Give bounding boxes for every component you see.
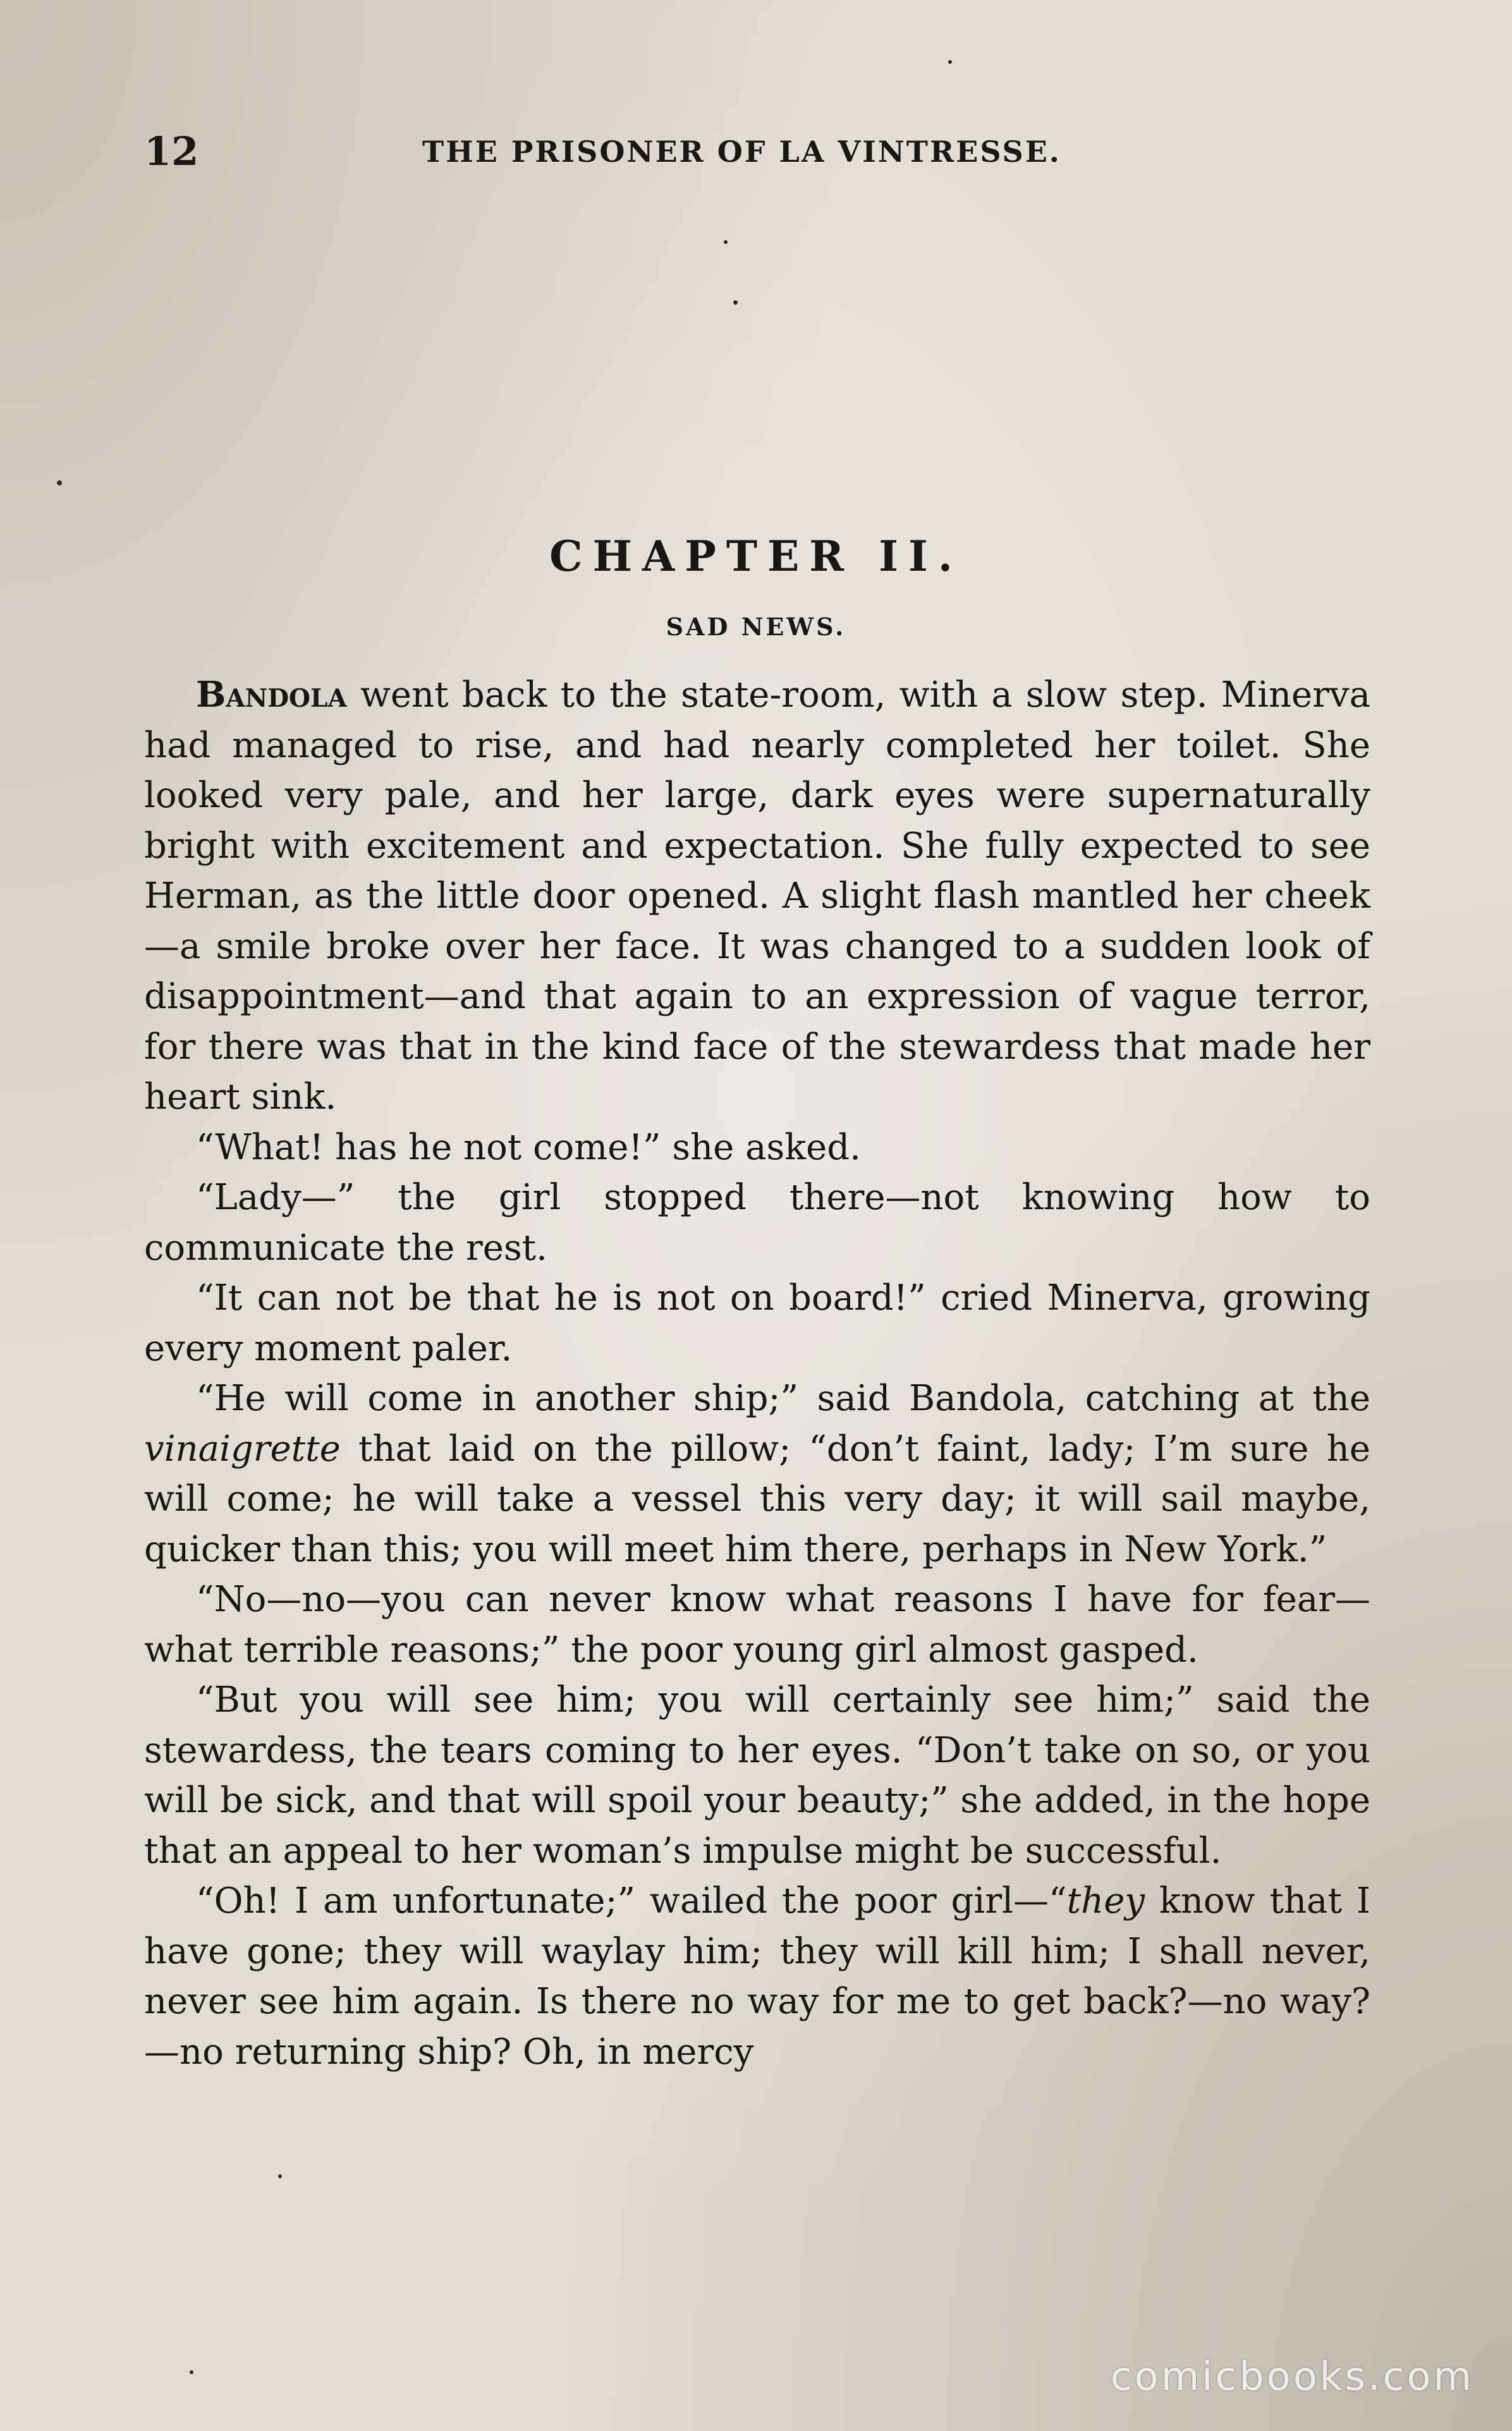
paragraph-6: “No—no—you can never know what reasons I have for fear—what terrible reasons;” the poor young girl almost gasped.: [144, 1579, 1370, 1671]
ink-speck: [733, 300, 738, 305]
paragraph-5-italic: vinaigrette: [144, 1428, 341, 1470]
paragraph-2: “What! has he not come!” she asked.: [196, 1126, 861, 1168]
ink-speck: [278, 2174, 282, 2178]
paragraph-1-text: went back to the state-room, with a slow step. Minerva had managed to rise, and had nearly completed her toilet. She looked very pale, and her large, dark eyes were supernaturally bright with excitement and expectation. She fully expected to see Herman, as the little door opened. A slight flash mantled her cheek—a smile broke over her face. It was changed to a sudden look of disappointment—and that again to an expression of vague terror, for there was that in the kind face of the stewardess that made her heart sink.: [144, 674, 1370, 1118]
paragraph-1: [144, 670, 1370, 1123]
running-title: THE PRISONER OF LA VINTRESSE.: [422, 135, 1061, 169]
paragraph-3: “Lady—” the girl stopped there—not knowing how to communicate the rest.: [144, 1177, 1370, 1269]
ink-speck: [724, 240, 728, 244]
paragraph-lead-name: Bandola: [196, 674, 347, 716]
ink-speck: [57, 480, 62, 485]
paragraph-4: “It can not be that he is not on board!” cried Minerva, growing every moment paler.: [144, 1277, 1370, 1369]
paragraph-7: “But you will see him; you will certainly see him;” said the stewardess, the tears coming to her eyes. “Don’t take on so, or you will be sick, and that will spoil your beauty;” she added, in the hope that an appeal to her woman’s impulse might be successful.: [144, 1679, 1370, 1872]
paragraph-5: [144, 1374, 1370, 1575]
body-text: [144, 670, 1370, 2077]
paragraph-5-text-b: that laid on the pillow; “don’t faint, lady; I’m sure he will come; he will take a vessel this very day; it will sail maybe, quicker than this; you will meet him there, perhaps in New York.”: [144, 1428, 1370, 1570]
paragraph-8-italic: they: [1066, 1880, 1145, 1922]
chapter-title: CHAPTER II.: [549, 532, 963, 581]
paragraph-8: [144, 1876, 1370, 2077]
paragraph-5-text-a: “He will come in another ship;” said Bandola, catching at the: [196, 1378, 1370, 1419]
chapter-subtitle: SAD NEWS.: [666, 612, 846, 641]
ink-speck: [948, 60, 952, 64]
ink-speck: [190, 2370, 193, 2374]
watermark: comicbooks.com: [1110, 2353, 1474, 2399]
page-number: 12: [144, 128, 199, 174]
running-head: [144, 126, 1370, 177]
paragraph-8-text-b: know that I have gone; they will waylay him; they will kill him; I shall never, never see him again. Is there no way for me to get back?—no way?—no returning ship? Oh, in mercy: [144, 1880, 1370, 2073]
paragraph-8-text-a: “Oh! I am unfortunate;” wailed the poor girl—“: [196, 1880, 1067, 1922]
